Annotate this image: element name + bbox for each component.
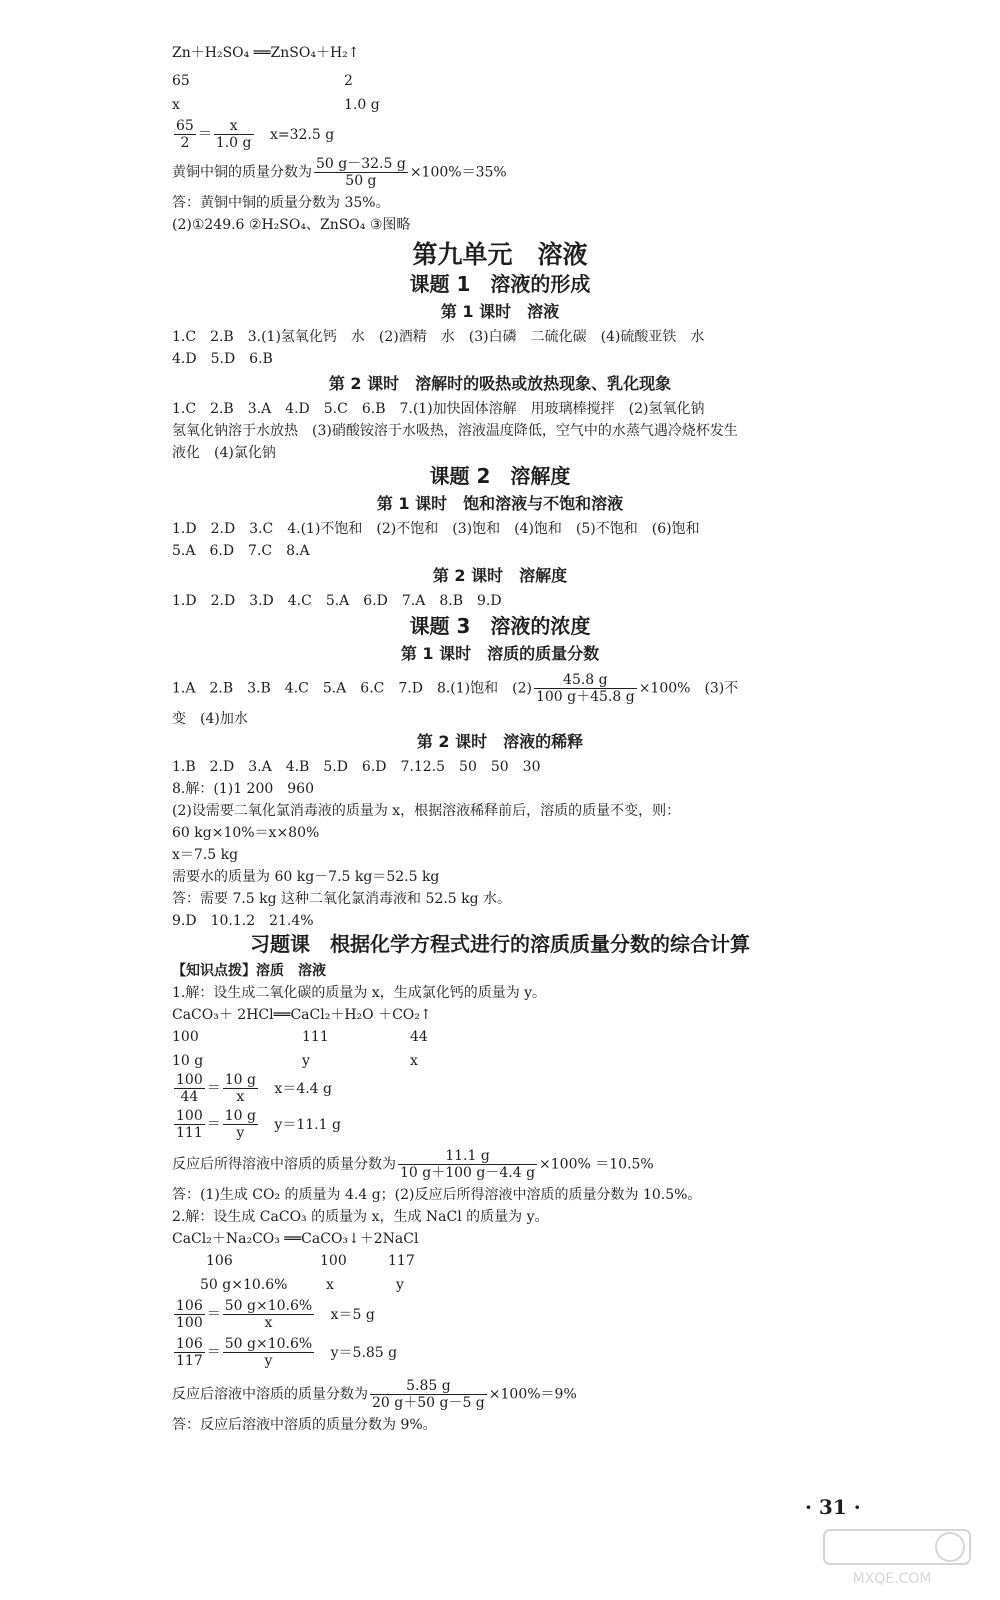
h2-molar-mass: 2 (344, 73, 353, 89)
zn-mass-ratio (172, 72, 353, 90)
fraction-denominator: 44 (180, 1089, 199, 1105)
answer-line: 1.D 2.D 3.D 4.C 5.A 6.D 7.A 8.B 9.D (172, 593, 502, 609)
fraction-numerator: 50 g×10.6% (224, 1336, 313, 1352)
topic-3-title: 课题 3 溶液的浓度 (409, 614, 591, 638)
answer-text: ×100% (3)不 (638, 680, 739, 697)
fraction-denominator: x (264, 1315, 273, 1331)
fraction-denominator: 10 g＋100 g－4.4 g (400, 1165, 536, 1181)
copper-fraction (172, 156, 507, 189)
exercise-lesson-title: 习题课 根据化学方程式进行的溶质质量分数的综合计算 (250, 932, 750, 956)
h2-mass: 1.0 g (344, 97, 380, 113)
zn-molar-mass: 65 (172, 73, 190, 89)
topic-1-lesson-2-title: 第 2 课时 溶解时的吸热或放热现象、乳化现象 (328, 374, 672, 393)
zn-result: x=32.5 g (269, 126, 335, 143)
watermark-logo (822, 1528, 972, 1588)
problem-1-masses (172, 1052, 418, 1070)
fraction-denominator: 1.0 g (215, 135, 252, 151)
answer-text: 1.A 2.B 3.B 4.C 5.A 6.C 7.D 8.(1)饱和 (2) (172, 680, 532, 697)
problem-1-proportion-2: $\frac{100}{111}$ ＝ $\frac{10 g}{y}$ y＝11.1 g (176, 1108, 341, 1141)
fraction-denominator: 111 (176, 1125, 203, 1141)
problem-2-equation: CaCl₂＋Na₂CO₃ ══CaCO₃↓＋2NaCl (172, 1231, 419, 1247)
answer-line: 4.D 5.D 6.B (172, 351, 273, 367)
result-value: ×100%＝9% (488, 1386, 577, 1403)
value: 50 g×10.6% (200, 1277, 288, 1293)
answer-line: 氢氧化钠溶于水放热 (3)硝酸铵溶于水吸热，溶液温度降低，空气中的水蒸气遇冷烧杯发生 (172, 423, 738, 439)
problem-2-intro: 2.解：设生成 CaCO₃ 的质量为 x，生成 NaCl 的质量为 y。 (172, 1209, 549, 1225)
problem-1-result-fraction (172, 1148, 654, 1181)
result-value: ×100% ＝10.5% (539, 1156, 654, 1173)
knowledge-tip: 【知识点拨】溶质 溶液 (172, 963, 326, 979)
fraction-numerator: 65 (176, 118, 194, 134)
fraction-denominator: 50 g (345, 173, 377, 189)
answer-line: x＝7.5 kg (172, 847, 239, 863)
answer-line: 液化 (4)氯化钠 (172, 445, 276, 461)
fraction-denominator: 2 (180, 135, 190, 151)
value: 100 (172, 1029, 199, 1045)
answer-line: 需要水的质量为 60 kg－7.5 kg＝52.5 kg (172, 869, 440, 885)
watermark-text: MXQE.COM (852, 1571, 932, 1587)
fraction-denominator: 117 (176, 1353, 203, 1369)
problem-1-proportion-1: $\frac{100}{44}$ ＝ $\frac{10 g}{x}$ x＝4.4 g (176, 1072, 332, 1105)
value: x (410, 1053, 418, 1069)
result: x＝5 g (330, 1306, 375, 1323)
fraction-denominator: y (264, 1353, 273, 1369)
answer-line: 8.解：(1)1 200 960 (172, 781, 314, 797)
fraction-denominator: 100 (176, 1315, 203, 1331)
value: y (396, 1277, 404, 1293)
fraction-numerator: 50 g－32.5 g (316, 156, 406, 172)
value: y (302, 1053, 310, 1069)
answer-line: (2)设需要二氧化氯消毒液的质量为 x，根据溶液稀释前后，溶质的质量不变，则： (172, 803, 681, 819)
fraction-numerator: 106 (176, 1336, 203, 1352)
problem-1-answer: 答：(1)生成 CO₂ 的质量为 4.4 g；(2)反应后所得溶液中溶质的质量分数为 10.5%。 (172, 1187, 702, 1203)
fraction-numerator: 10 g (224, 1072, 256, 1088)
fraction-denominator: 100 g＋45.8 g (535, 689, 635, 705)
problem-1-molar-masses (172, 1028, 428, 1046)
answer-line-with-fraction (172, 672, 738, 705)
answer-line: 1.C 2.B 3.A 4.D 5.C 6.B 7.(1)加快固体溶解 用玻璃棒搅拌 (2)氢氧化钠 (172, 401, 705, 417)
value: 117 (388, 1253, 415, 1269)
topic-1-lesson-1-title: 第 1 课时 溶液 (440, 302, 560, 321)
zn-equation: Zn＋H₂SO₄ ══ZnSO₄＋H₂↑ (172, 45, 360, 61)
answer-line: 变 (4)加水 (172, 711, 248, 727)
result-label: 反应后溶液中溶质的质量分数为 (172, 1386, 368, 1403)
answer-line: 60 kg×10%＝x×80% (172, 825, 320, 841)
fraction-numerator: 11.1 g (398, 1148, 537, 1165)
unit-title: 第九单元 溶液 (412, 240, 588, 269)
topic-2-lesson-2-title: 第 2 课时 溶解度 (432, 566, 568, 585)
fraction-numerator: 106 (176, 1298, 203, 1314)
fraction-numerator: 45.8 g (534, 672, 637, 689)
fraction-numerator: x (214, 118, 254, 135)
result: y＝5.85 g (330, 1344, 398, 1361)
copper-answer: 答：黄铜中铜的质量分数为 35%。 (172, 195, 390, 211)
value: 100 (320, 1253, 347, 1269)
problem-2-answer: 答：反应后溶液中溶质的质量分数为 9%。 (172, 1417, 437, 1433)
topic-2-title: 课题 2 溶解度 (429, 464, 571, 488)
value: 44 (410, 1029, 428, 1045)
fraction-denominator: y (236, 1125, 245, 1141)
answer-line: 5.A 6.D 7.C 8.A (172, 543, 310, 559)
result: y＝11.1 g (274, 1116, 341, 1133)
fraction-numerator: 10 g (224, 1108, 256, 1124)
problem-1-intro: 1.解：设生成二氧化碳的质量为 x，生成氯化钙的质量为 y。 (172, 985, 547, 1001)
result: x＝4.4 g (274, 1080, 332, 1097)
page-number: · 31 · (805, 1495, 861, 1519)
value: 10 g (172, 1053, 204, 1069)
answer-line: 1.C 2.B 3.(1)氢氧化钙 水 (2)酒精 水 (3)白磷 二硫化碳 (4)硫酸亚铁 水 (172, 329, 705, 345)
question-2-answer: (2)①249.6 ②H₂SO₄、ZnSO₄ ③图略 (172, 217, 411, 233)
zn-unknown: x (172, 97, 180, 113)
fraction-numerator: 5.85 g (370, 1378, 487, 1395)
problem-2-proportion-1: $\frac{106}{100}$ ＝ $\frac{50 g\times 10.6\%}{x}$ x＝5 g (176, 1298, 375, 1331)
problem-2-proportion-2: $\frac{106}{117}$ ＝ $\frac{50 g\times 10.6\%}{y}$ y＝5.85 g (176, 1336, 398, 1369)
value: 106 (206, 1253, 233, 1269)
fraction-numerator: 100 (176, 1108, 203, 1124)
topic-1-title: 课题 1 溶液的形成 (409, 272, 591, 296)
topic-2-lesson-1-title: 第 1 课时 饱和溶液与不饱和溶液 (376, 494, 624, 513)
value: x (326, 1277, 334, 1293)
fraction-numerator: 100 (176, 1072, 203, 1088)
copper-fraction-label: 黄铜中铜的质量分数为 (172, 164, 312, 181)
fraction-numerator: 50 g×10.6% (224, 1298, 313, 1314)
copper-fraction-result: ×100%＝35% (409, 164, 507, 181)
zn-proportion: $\frac{65}{2}$ ＝ $\frac{x}{1.0 g}$ x=32.5 g (176, 118, 335, 151)
topic-3-lesson-1-title: 第 1 课时 溶质的质量分数 (400, 644, 600, 663)
problem-2-result-fraction (172, 1378, 577, 1411)
result-label: 反应后所得溶液中溶质的质量分数为 (172, 1156, 396, 1173)
fraction-denominator: x (236, 1089, 245, 1105)
fraction-denominator: 20 g＋50 g－5 g (372, 1395, 485, 1411)
topic-3-lesson-2-title: 第 2 课时 溶液的稀释 (416, 732, 584, 751)
answer-line: 1.B 2.D 3.A 4.B 5.D 6.D 7.12.5 50 50 30 (172, 759, 541, 775)
zn-mass-values (172, 96, 380, 114)
answer-line: 1.D 2.D 3.C 4.(1)不饱和 (2)不饱和 (3)饱和 (4)饱和 (5)不饱和 (6)饱和 (172, 521, 700, 537)
answer-line: 答：需要 7.5 kg 这种二氧化氯消毒液和 52.5 kg 水。 (172, 891, 512, 907)
problem-1-equation: CaCO₃＋ 2HCl══CaCl₂＋H₂O ＋CO₂↑ (172, 1007, 432, 1023)
answer-line: 9.D 10.1.2 21.4% (172, 913, 314, 929)
value: 111 (302, 1029, 329, 1045)
